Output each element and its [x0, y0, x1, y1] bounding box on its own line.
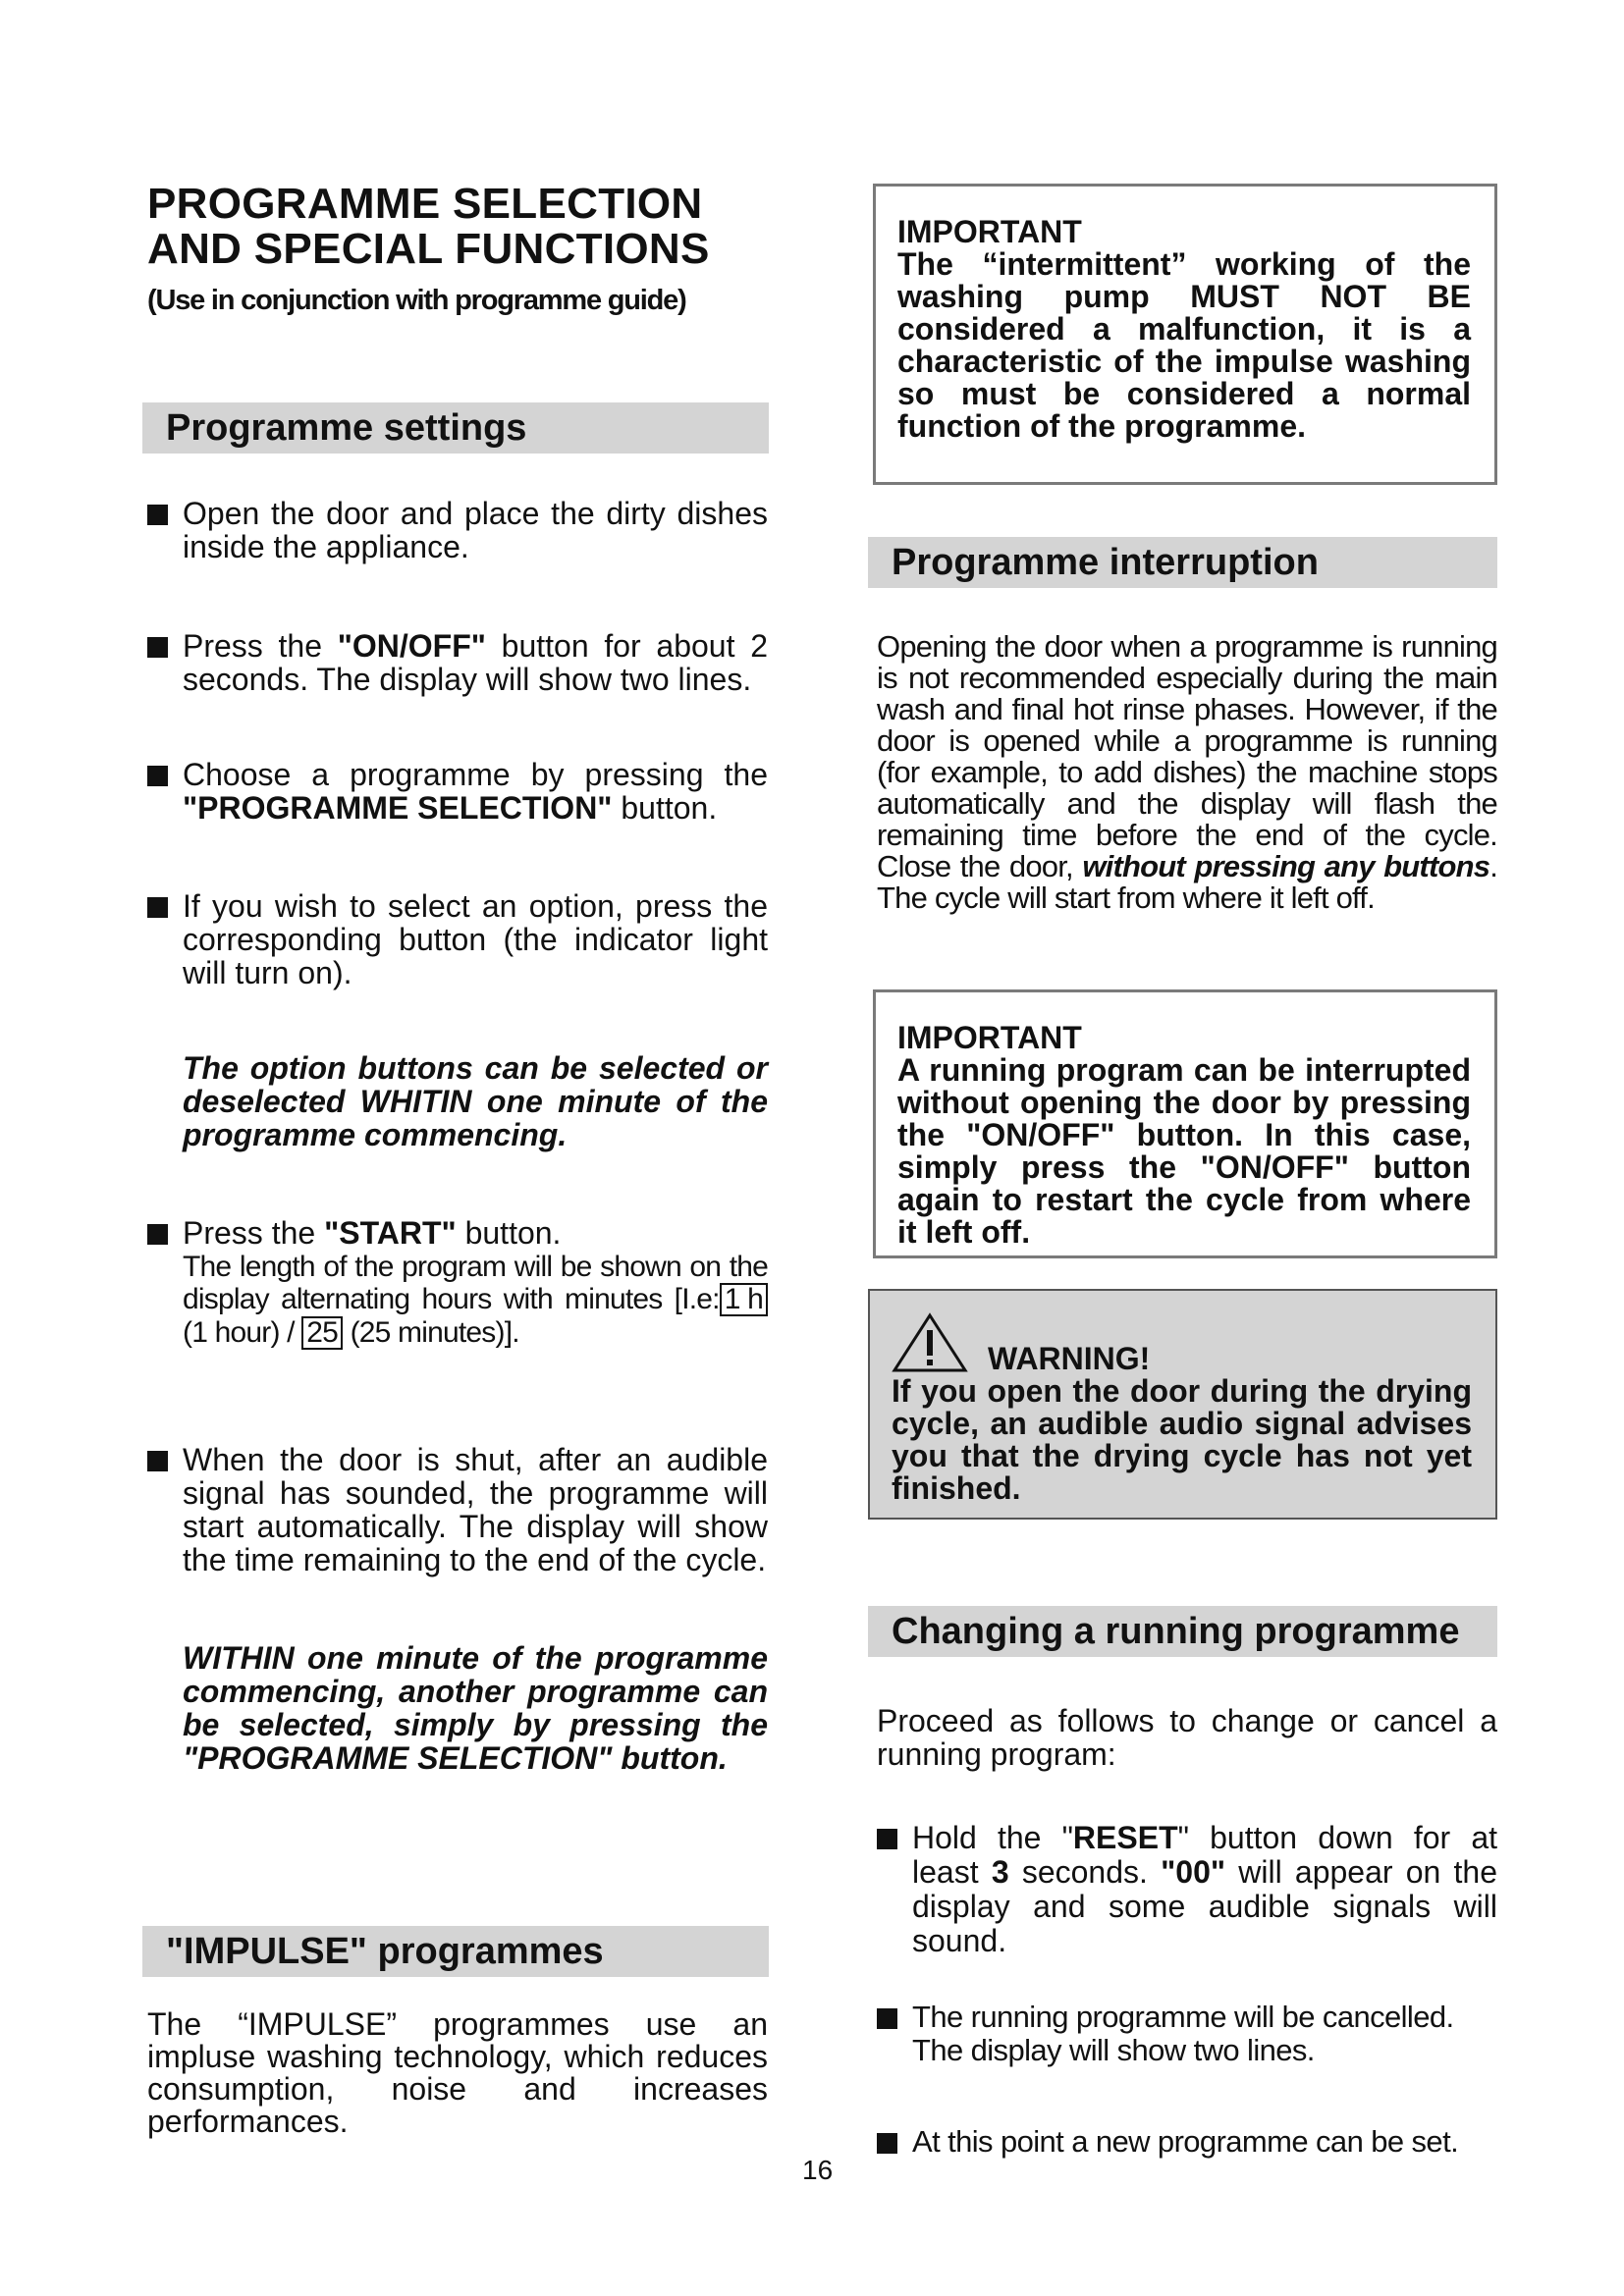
program-length-end: (25 minutes)]. — [343, 1316, 519, 1349]
list-item — [147, 497, 768, 563]
list-item — [877, 1821, 1497, 1958]
section-heading-programme-interruption: Programme interruption — [868, 537, 1497, 588]
bullet-square-icon — [147, 1224, 168, 1245]
title-line-1: PROGRAMME SELECTION — [147, 180, 703, 228]
list-item-text: Open the door and place the dirty dishes inside the appliance. — [183, 496, 768, 564]
list-item-text-mid2: seconds. — [1008, 1854, 1162, 1890]
bullet-square-icon — [877, 2008, 897, 2029]
interruption-text-post: . The cycle will start from where it left off. — [877, 849, 1498, 915]
program-length-mid: (1 hour) / — [183, 1316, 302, 1349]
bullet-square-icon — [147, 637, 168, 658]
important-box-pump — [873, 184, 1497, 485]
note-change-programme: WITHIN one minute of the programme commencing, another programme can be selected, simply by pressing the "PROGRAMME SELECTION" button. — [183, 1640, 768, 1776]
list-item-text-post: button. — [612, 790, 718, 826]
on-off-label: "ON/OFF" — [337, 628, 486, 664]
impulse-description: The “IMPULSE” programmes use an impluse washing technology, which reduces consumption, noise and increases performances. — [147, 2006, 768, 2139]
display-00-label: "00" — [1161, 1854, 1226, 1890]
section-heading-changing-programme: Changing a running programme — [868, 1606, 1497, 1657]
interruption-description — [877, 631, 1497, 914]
important-title: IMPORTANT — [897, 214, 1082, 249]
bullet-square-icon — [877, 1829, 897, 1849]
list-item-text: At this point a new programme can be set. — [912, 2124, 1459, 2159]
bullet-square-icon — [147, 1451, 168, 1471]
page-title — [147, 182, 710, 272]
list-item-text-pre: Press the — [183, 628, 338, 664]
important-box-interrupt — [873, 989, 1497, 1258]
important-title: IMPORTANT — [897, 1020, 1082, 1055]
list-item — [877, 2001, 1497, 2067]
seconds-value: 3 — [991, 1854, 1009, 1890]
reset-label: RESET — [1072, 1820, 1178, 1855]
list-item-text-post: button. — [456, 1215, 562, 1251]
important-text: The “intermittent” working of the washing pump MUST NOT BE considered a malfunction, it is a characteristic of the impulse washing so must be considered a normal function of the programme. — [897, 246, 1471, 444]
list-item — [147, 629, 768, 696]
list-item-text-post: button for about 2 seconds. The display will show two lines. — [183, 628, 768, 697]
list-item-text-mid: " button down for at least — [912, 1820, 1497, 1890]
list-item-text-pre: Press the — [183, 1215, 325, 1251]
list-item — [147, 758, 768, 825]
interruption-text-pre: Opening the door when a programme is running is not recommended especially during the main wash and final hot rinse phases. However, if the door is opened while a programme is running (for example, to add dishes) the machine stops automatically and the display will flash the remaining time before the end of the cycle. Close the door, — [877, 629, 1497, 883]
bullet-square-icon — [147, 897, 168, 918]
page-subtitle: (Use in conjunction with programme guide) — [147, 285, 686, 316]
display-minutes-example: 25 — [301, 1316, 343, 1350]
list-item-text-post: will appear on the display and some audible signals will sound. — [912, 1854, 1498, 1958]
warning-title: WARNING! — [988, 1341, 1151, 1376]
list-item — [147, 1216, 768, 1350]
bullet-square-icon — [147, 766, 168, 786]
page-number: 16 — [802, 2155, 834, 2185]
list-item-text: When the door is shut, after an audible signal has sounded, the programme will start automatically. The display will show the time remaining to the end of the cycle. — [183, 1442, 768, 1577]
warning-box — [868, 1289, 1497, 1520]
title-line-2: AND SPECIAL FUNCTIONS — [147, 225, 710, 273]
bullet-square-icon — [877, 2133, 897, 2154]
list-item-text: If you wish to select an option, press the corresponding button (the indicator light will turn on). — [183, 888, 768, 990]
list-item — [147, 1443, 768, 1576]
warning-text: If you open the door during the drying cycle, an audible audio signal advises you that the drying cycle has not yet finished. — [892, 1373, 1472, 1506]
changing-intro: Proceed as follows to change or cancel a running program: — [877, 1703, 1497, 1772]
section-heading-impulse: "IMPULSE" programmes — [142, 1926, 769, 1977]
list-item-text: The running programme will be cancelled. The display will show two lines. — [912, 2000, 1454, 2067]
display-hours-example: 1 h — [720, 1283, 768, 1316]
section-heading-programme-settings: Programme settings — [142, 402, 769, 454]
warning-triangle-icon — [892, 1312, 968, 1373]
important-text: A running program can be interrupted without opening the door by pressing the "ON/OFF" button. In this case, simply press the "ON/OFF" button again to restart the cycle from where it left off. — [897, 1052, 1471, 1250]
note-option-buttons: The option buttons can be selected or deselected WHITIN one minute of the programme commencing. — [183, 1050, 768, 1152]
programme-selection-label: "PROGRAMME SELECTION" — [183, 790, 613, 826]
list-item — [877, 2125, 1497, 2159]
list-item-text-pre: Choose a programme by pressing the — [183, 757, 768, 792]
interruption-emphasis: without pressing any buttons — [1082, 849, 1490, 883]
list-item-text-pre: Hold the " — [912, 1820, 1073, 1855]
warning-header — [892, 1312, 1472, 1376]
program-length-text: The length of the program will be shown on the display alternating hours with minutes [I.e: — [183, 1251, 768, 1315]
bullet-square-icon — [147, 505, 168, 525]
list-item — [147, 889, 768, 989]
start-label: "START" — [324, 1215, 457, 1251]
